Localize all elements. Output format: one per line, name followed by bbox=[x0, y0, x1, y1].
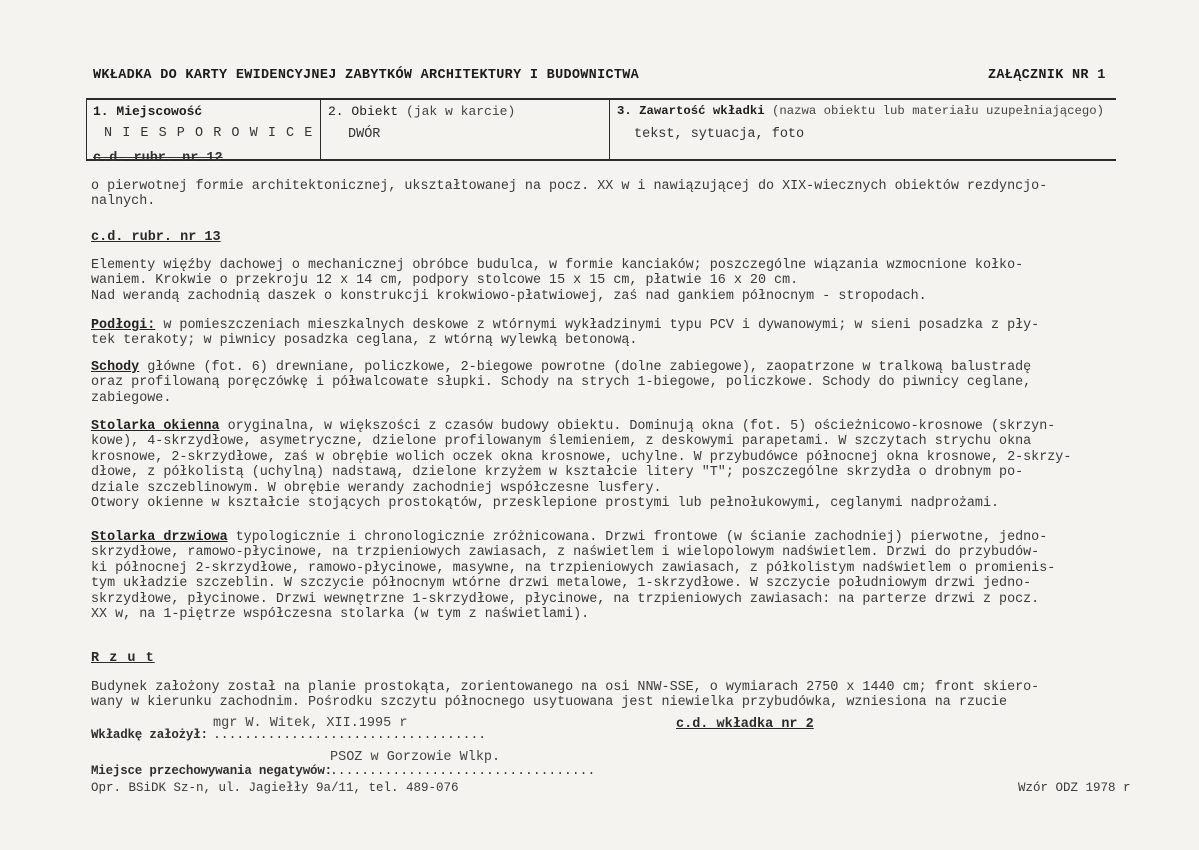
stairs-line bbox=[91, 360, 1031, 375]
printer-info: Opr. BSiDK Sz-n, ul. Jagiełły 9a/11, tel. 489-076 bbox=[91, 781, 459, 795]
rubr13-line: Elementy więźby dachowej o mechanicznej obróbce budulca, w formie kanciaków; poszczególne wiązania wzmocnione kołko- bbox=[91, 258, 1024, 273]
field-contents-label bbox=[617, 104, 1104, 118]
table-top-rule bbox=[86, 98, 1116, 100]
author-signature: mgr W. Witek, XII.1995 r bbox=[213, 716, 408, 731]
heading-plan: R z u t bbox=[91, 651, 155, 666]
heading-rubr-13: c.d. rubr. nr 13 bbox=[91, 230, 221, 245]
section-doors bbox=[91, 530, 1055, 622]
plan-text bbox=[91, 680, 1039, 711]
floors-first-text: w pomieszczeniach mieszkalnych deskowe z wtórnymi wykładzinymi typu PCV i dywanowymi; w sieni posadzka z pły- bbox=[155, 318, 1040, 333]
intro-line: nalnych. bbox=[91, 194, 156, 210]
form-number: Wzór ODZ 1978 r bbox=[1018, 781, 1131, 795]
storage-label: Miejsce przechowywania negatywów: bbox=[91, 764, 332, 778]
windows-line bbox=[91, 419, 1071, 434]
doors-line: XX w, na 1-piętrze współczesna stolarka (w tym z naświetlami). bbox=[91, 607, 590, 623]
field-contents-label-sub: (nazwa obiektu lub materiału uzupełniającego) bbox=[771, 104, 1105, 118]
field-object-value: DWÓR bbox=[348, 127, 381, 142]
section-windows bbox=[91, 419, 1071, 511]
floors-heading: Podłogi: bbox=[91, 318, 156, 333]
author-label: Wkładkę założył: bbox=[91, 728, 208, 742]
field-contents-value: tekst, sytuacja, foto bbox=[634, 127, 805, 142]
doors-first-text: typologicznie i chronologicznie zróżnicowana. Drzwi frontowe (w ścianie zachodniej) pierwotne, jedno- bbox=[227, 530, 1048, 545]
storage-value: PSOZ w Gorzowie Wlkp. bbox=[330, 750, 501, 765]
floors-line: tek terakoty; w piwnicy posadzka ceglana, z wtórną wylewką betonową. bbox=[91, 333, 638, 349]
stairs-line: oraz profilowaną poręczówkę i półwalcowate słupki. Schody na strych 1-biegowe, policzkowe. Schody do piwnicy ceglane, bbox=[91, 375, 1032, 391]
author-dots: ................................... bbox=[213, 727, 487, 742]
floors-line bbox=[91, 318, 1039, 333]
doors-line: tym układzie szczeblin. W szczycie północnym wtórne drzwi metalowe, 1-skrzydłowe. W szczycie południowym drzwi jedno- bbox=[91, 576, 1032, 592]
document-title: WKŁADKA DO KARTY EWIDENCYJNEJ ZABYTKÓW ARCHITEKTURY I BUDOWNICTWA bbox=[93, 68, 640, 83]
rubr13-line: waniem. Krokwie o przekroju 12 x 14 cm, podpory stolcowe 15 x 15 cm, płatwie 16 x 20 cm. bbox=[91, 273, 799, 289]
plan-line: wany w kierunku zachodnim. Pośrodku szczytu północnego usytuowana jest niewielka przybudówka, wzniesiona na rzucie bbox=[91, 695, 1008, 711]
table-bottom-rule bbox=[86, 159, 1116, 161]
stairs-line: zabiegowe. bbox=[91, 390, 172, 406]
doors-line: skrzydłowe, płycinowe. Drzwi wewnętrzne 1-skrzydłowe, płycinowe, na trzpieniowych zawiasach: na parterze drzwi z pocz. bbox=[91, 591, 1040, 607]
section-floors bbox=[91, 318, 1039, 349]
intro-line: o pierwotnej formie architektonicznej, ukształtowanej na pocz. XX w i nawiązującej do XIX-wiecznych obiektów rezdyncjo- bbox=[91, 179, 1048, 194]
field-object-label bbox=[328, 104, 515, 119]
stairs-first-text: główne (fot. 6) drewniane, policzkowe, 2-biegowe powrotne (dolne zabiegowe), zaopatrzone w tralkową balustradę bbox=[139, 360, 1032, 375]
rubr13-line: Nad werandą zachodnią daszek o konstrukcji krokwiowo-płatwiowej, zaś nad gankiem północnym - stropodach. bbox=[91, 288, 927, 304]
table-left-border bbox=[86, 98, 87, 160]
doors-line: skrzydłowe, ramowo-płycinowe, na trzpieniowych zawiasach, z naświetlem i wielopolowym nadświetlem. Drzwi do przybudów- bbox=[91, 545, 1040, 561]
rubr13-text bbox=[91, 258, 1023, 304]
table-divider-1 bbox=[320, 98, 321, 160]
windows-heading: Stolarka okienna bbox=[91, 419, 220, 434]
field-locality-label bbox=[93, 104, 202, 119]
windows-line: dziale szczeblinowym. W obrębie werandy zachodniej współczesne lusfery. bbox=[91, 480, 662, 496]
field-locality-label-text: 1. Miejscowość bbox=[93, 104, 203, 119]
struck-heading-rubr-12: c.d. rubr. nr 12 bbox=[93, 151, 223, 166]
windows-first-text: oryginalna, w większości z czasów budowy obiektu. Dominują okna (fot. 5) ościeżnicowo-krosnowe (skrzyn- bbox=[219, 419, 1056, 434]
windows-line: krosnowe, 2-skrzydłowe, zaś w obrębie wolich oczek okna krosnowe, uchylne. W przybudówce północnej okna krosnowe, 2-skrzy- bbox=[91, 449, 1072, 465]
continuation-note: c.d. wkładka nr 2 bbox=[676, 717, 814, 732]
field-contents-label-text: 3. Zawartość wkładki bbox=[617, 104, 765, 118]
doors-heading: Stolarka drzwiowa bbox=[91, 530, 228, 545]
intro-text bbox=[91, 179, 1047, 210]
field-object-label-text: 2. Obiekt bbox=[328, 104, 399, 119]
plan-line: Budynek założony został na planie prostokąta, zorientowanego na osi NNW-SSE, o wymiarach 2750 x 1440 cm; front skiero- bbox=[91, 680, 1040, 695]
windows-line: Otwory okienne w kształcie stojących prostokątów, przesklepione prostymi lub pełnołukowymi, ceglanymi nadprożami. bbox=[91, 496, 1000, 512]
section-stairs bbox=[91, 360, 1031, 406]
doors-line: ki północnej 2-skrzydłowe, ramowo-płycinowe, masywne, na trzpieniowych zawiasach, z półkolistym nadświetlem o promienis- bbox=[91, 560, 1056, 576]
table-divider-2 bbox=[609, 98, 610, 160]
windows-line: kowe), 4-skrzydłowe, asymetryczne, dzielone profilowanym ślemieniem, z deskowymi parapetami. W szczytach strychu okna bbox=[91, 434, 1032, 450]
stairs-heading: Schody bbox=[91, 360, 140, 375]
field-object-label-sub: (jak w karcie) bbox=[406, 104, 516, 119]
attachment-number: ZAŁĄCZNIK NR 1 bbox=[988, 68, 1106, 83]
storage-dots: .................................. bbox=[330, 763, 596, 778]
field-locality-value: N I E S P O R O W I C E bbox=[104, 126, 314, 141]
doors-line bbox=[91, 530, 1055, 545]
windows-line: dłowe, z półkolistą (uchylną) nadstawą, dzielone krzyżem w kształcie litery "T"; poszczególne skrzydła o drobnym po- bbox=[91, 465, 1024, 481]
